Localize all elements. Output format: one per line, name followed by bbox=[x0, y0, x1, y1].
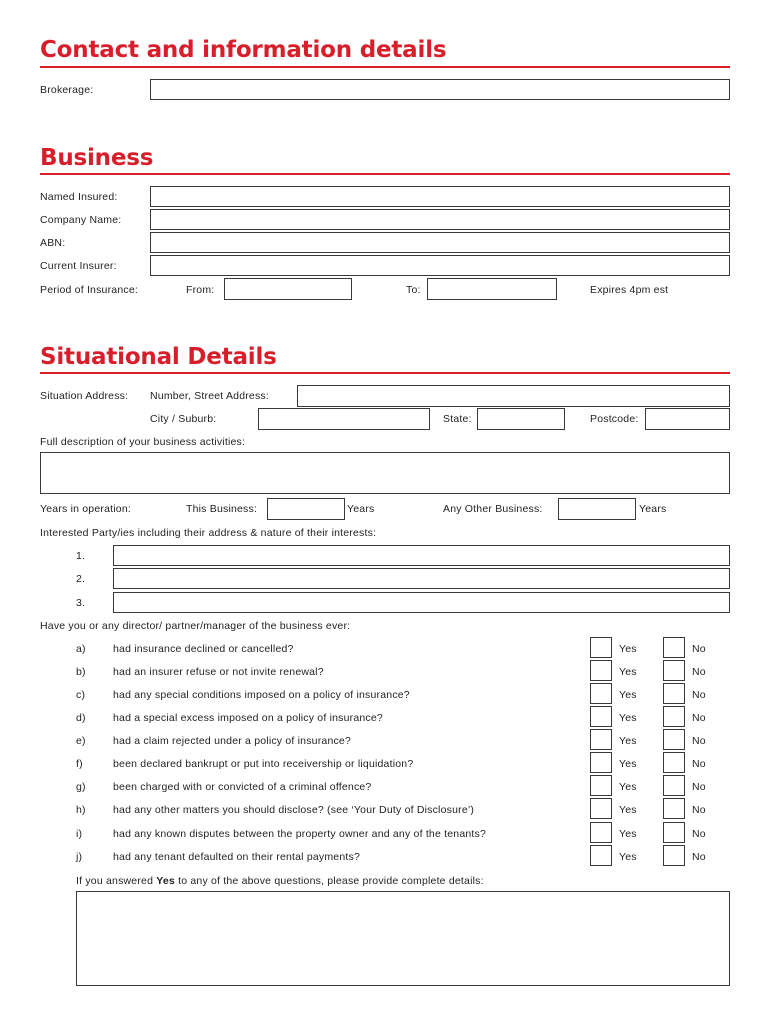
yes-label: Yes bbox=[619, 781, 637, 793]
question-text: had any special conditions imposed on a policy of insurance? bbox=[113, 689, 410, 701]
no-checkbox[interactable] bbox=[663, 798, 685, 819]
yes-label: Yes bbox=[619, 758, 637, 770]
no-checkbox[interactable] bbox=[663, 752, 685, 773]
yes-label: Yes bbox=[619, 712, 637, 724]
details-prefix: If you answered bbox=[76, 875, 157, 887]
no-label: No bbox=[692, 712, 706, 724]
question-text: had an insurer refuse or not invite renewal? bbox=[113, 666, 324, 678]
other-business-years-input[interactable] bbox=[558, 498, 636, 520]
party-1-input[interactable] bbox=[113, 545, 730, 566]
years-label: Years in operation: bbox=[40, 503, 131, 515]
company-name-input[interactable] bbox=[150, 209, 730, 230]
current-insurer-label: Current Insurer: bbox=[40, 260, 117, 272]
brokerage-input[interactable] bbox=[150, 79, 730, 100]
description-textarea[interactable] bbox=[40, 452, 730, 494]
situation-address-label: Situation Address: bbox=[40, 390, 129, 402]
no-label: No bbox=[692, 851, 706, 863]
postcode-label: Postcode: bbox=[590, 413, 639, 425]
question-letter: e) bbox=[76, 735, 86, 747]
years-unit-2: Years bbox=[639, 503, 667, 515]
yes-label: Yes bbox=[619, 666, 637, 678]
party-number: 1. bbox=[76, 550, 86, 562]
no-label: No bbox=[692, 643, 706, 655]
no-label: No bbox=[692, 689, 706, 701]
question-letter: g) bbox=[76, 781, 86, 793]
this-business-years-input[interactable] bbox=[267, 498, 345, 520]
question-letter: c) bbox=[76, 689, 86, 701]
party-2-input[interactable] bbox=[113, 568, 730, 589]
details-instruction bbox=[76, 874, 484, 888]
yes-label: Yes bbox=[619, 851, 637, 863]
question-letter: f) bbox=[76, 758, 83, 770]
yes-checkbox[interactable] bbox=[590, 798, 612, 819]
yes-checkbox[interactable] bbox=[590, 637, 612, 658]
details-suffix: to any of the above questions, please provide complete details: bbox=[174, 875, 484, 887]
question-text: had any known disputes between the property owner and any of the tenants? bbox=[113, 828, 487, 840]
no-label: No bbox=[692, 828, 706, 840]
yes-label: Yes bbox=[619, 828, 637, 840]
yes-checkbox[interactable] bbox=[590, 683, 612, 704]
postcode-input[interactable] bbox=[645, 408, 730, 430]
interested-parties-label: Interested Party/ies including their address & nature of their interests: bbox=[40, 527, 377, 539]
no-label: No bbox=[692, 781, 706, 793]
yes-checkbox[interactable] bbox=[590, 775, 612, 796]
question-text: been declared bankrupt or put into receivership or liquidation? bbox=[113, 758, 414, 770]
abn-label: ABN: bbox=[40, 237, 66, 249]
no-checkbox[interactable] bbox=[663, 706, 685, 727]
no-checkbox[interactable] bbox=[663, 729, 685, 750]
no-label: No bbox=[692, 758, 706, 770]
yes-label: Yes bbox=[619, 689, 637, 701]
business-heading: Business bbox=[40, 145, 154, 171]
brokerage-label: Brokerage: bbox=[40, 84, 94, 96]
period-label: Period of Insurance: bbox=[40, 284, 138, 296]
question-text: had any tenant defaulted on their rental payments? bbox=[113, 851, 360, 863]
party-number: 2. bbox=[76, 573, 86, 585]
question-text: had a claim rejected under a policy of insurance? bbox=[113, 735, 352, 747]
no-checkbox[interactable] bbox=[663, 660, 685, 681]
contact-heading: Contact and information details bbox=[40, 37, 447, 63]
no-checkbox[interactable] bbox=[663, 845, 685, 866]
yes-label: Yes bbox=[619, 804, 637, 816]
details-yes-bold: Yes bbox=[156, 875, 175, 887]
contact-divider bbox=[40, 66, 730, 68]
question-letter: d) bbox=[76, 712, 86, 724]
no-label: No bbox=[692, 666, 706, 678]
party-number: 3. bbox=[76, 597, 86, 609]
no-checkbox[interactable] bbox=[663, 822, 685, 843]
to-label: To: bbox=[406, 284, 421, 296]
state-input[interactable] bbox=[477, 408, 565, 430]
street-label: Number, Street Address: bbox=[150, 390, 269, 402]
description-label: Full description of your business activities: bbox=[40, 436, 246, 448]
no-label: No bbox=[692, 735, 706, 747]
no-checkbox[interactable] bbox=[663, 637, 685, 658]
named-insured-input[interactable] bbox=[150, 186, 730, 207]
company-name-label: Company Name: bbox=[40, 214, 122, 226]
no-label: No bbox=[692, 804, 706, 816]
question-text: had insurance declined or cancelled? bbox=[113, 643, 294, 655]
years-unit-1: Years bbox=[347, 503, 375, 515]
no-checkbox[interactable] bbox=[663, 683, 685, 704]
period-from-input[interactable] bbox=[224, 278, 352, 300]
yes-checkbox[interactable] bbox=[590, 706, 612, 727]
no-checkbox[interactable] bbox=[663, 775, 685, 796]
question-text: been charged with or convicted of a criminal offence? bbox=[113, 781, 372, 793]
business-divider bbox=[40, 173, 730, 175]
abn-input[interactable] bbox=[150, 232, 730, 253]
question-letter: i) bbox=[76, 828, 83, 840]
yes-checkbox[interactable] bbox=[590, 729, 612, 750]
situational-divider bbox=[40, 372, 730, 374]
question-letter: h) bbox=[76, 804, 86, 816]
question-text: had any other matters you should disclose? (see ‘Your Duty of Disclosure’) bbox=[113, 804, 475, 816]
city-input[interactable] bbox=[258, 408, 430, 430]
details-textarea[interactable] bbox=[76, 891, 730, 986]
from-label: From: bbox=[186, 284, 215, 296]
other-business-label: Any Other Business: bbox=[443, 503, 543, 515]
this-business-label: This Business: bbox=[186, 503, 258, 515]
question-letter: a) bbox=[76, 643, 86, 655]
questions-intro: Have you or any director/ partner/manager of the business ever: bbox=[40, 620, 351, 632]
yes-checkbox[interactable] bbox=[590, 660, 612, 681]
party-3-input[interactable] bbox=[113, 592, 730, 613]
expires-note: Expires 4pm est bbox=[590, 284, 669, 296]
situational-heading: Situational Details bbox=[40, 344, 277, 370]
street-input[interactable] bbox=[297, 385, 730, 407]
yes-label: Yes bbox=[619, 735, 637, 747]
yes-checkbox[interactable] bbox=[590, 822, 612, 843]
question-letter: j) bbox=[76, 851, 83, 863]
yes-checkbox[interactable] bbox=[590, 845, 612, 866]
question-letter: b) bbox=[76, 666, 86, 678]
yes-label: Yes bbox=[619, 643, 637, 655]
named-insured-label: Named Insured: bbox=[40, 191, 118, 203]
yes-checkbox[interactable] bbox=[590, 752, 612, 773]
period-to-input[interactable] bbox=[427, 278, 557, 300]
state-label: State: bbox=[443, 413, 472, 425]
current-insurer-input[interactable] bbox=[150, 255, 730, 276]
question-text: had a special excess imposed on a policy of insurance? bbox=[113, 712, 383, 724]
city-label: City / Suburb: bbox=[150, 413, 217, 425]
